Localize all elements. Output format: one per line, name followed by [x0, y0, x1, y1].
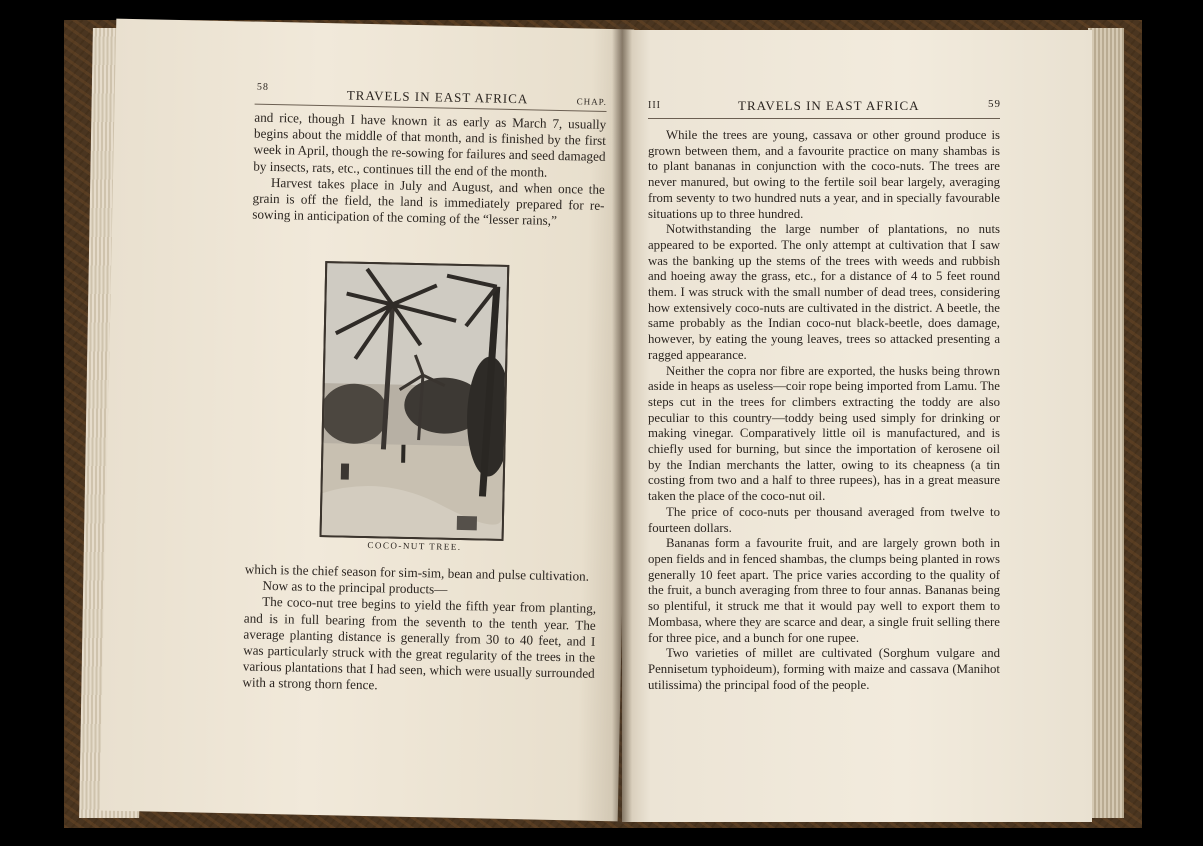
left-page: [100, 19, 634, 822]
right-page: [622, 30, 1092, 822]
paragraph: which is the chief season for sim-sim, bean and pulse cultivation.: [244, 561, 590, 584]
paragraph: While the trees are young, cassava or other ground produce is grown between them, and a favourite practice on many shambas is to plant bananas in conjunction with the coco-nuts. The trees are never manured, but owing to the fertile soil bear largely, averaging from seventy to two hundred nuts a year, and in specially favourable situations up to three hundred.: [648, 128, 1000, 221]
paragraph: and rice, though I have known it as early as March 7, usually begins about the middle of that month, and is finished by the first week in April, though the re-sowing for failures and seed damaged by insects, rats, etc., continues till the end of the month.: [253, 109, 607, 180]
paragraph: The price of coco-nuts per thousand averaged from twelve to fourteen dollars.: [648, 504, 1000, 535]
paragraph: Now as to the principal products—: [262, 578, 448, 597]
paragraph: Bananas form a favourite fruit, and are largely grown both in open fields and in fenced shambas, the clumps being planted in rows generally 10 feet apart. The price varies according to the quality of the fruit, a bunch averaging from three to four annas. Bananas being so plentiful, it struck me that it would pay well to export them to Mombasa, where they are scarce and dear, a single fruit selling there for three pice, and a bunch for one rupee.: [648, 536, 1000, 645]
left-running-head: TRAVELS IN EAST AFRICA: [346, 87, 529, 107]
paragraph: Neither the copra nor fibre are exported, the husks being thrown aside in heaps as useless—coir rope being imported from Lamu. The steps cut in the trees for climbers extracting the toddy are also peculiar to this country—toddy being used simply for drinking or making vinegar. Comparatively little oil is manufactured, and is chiefly used for burning, but since the importation of kerosene oil by the Indian merchants the latter, owing to its cheapness (a tin costing from two and a half to three rupees), has in a great measure taken the place of the coco-nut oil.: [648, 363, 1000, 504]
page-edges-right: [1088, 28, 1124, 818]
right-body-text: [648, 128, 1000, 693]
right-page-number: 59: [988, 98, 1001, 110]
right-running-head: TRAVELS IN EAST AFRICA: [738, 98, 920, 113]
paragraph: Notwithstanding the large number of plantations, no nuts appeared to be exported. The only attempt at cultivation that I saw was the banking up the stems of the trees with weeds and rubbish and hoeing away the grass, etc., for a distance of 4 to 5 feet round them. I was struck with the small number of dead trees, considering how extensively coco-nuts are cultivated in the district. A beetle, the same probably as the Indian coco-nut black-beetle, does damage, however, by eating the young leaves, trees so attacked presenting a ragged appearance.: [648, 222, 1000, 362]
paragraph: The coco-nut tree begins to yield the fifth year from planting, and is in full bearing from the seventh to the tenth year. The average planting distance is generally from 30 to 40 feet, and I was particularly struck with the great regularity of the trees in the various plantations that I had seen, which were usually surrounded with a strong thorn fence.: [242, 594, 597, 693]
plate-caption: COCO-NUT TREE.: [367, 540, 462, 553]
book-gutter: [612, 24, 632, 824]
left-bottom-text: [242, 561, 597, 698]
paragraph: Two varieties of millet are cultivated (Sorghum vulgare and Pennisetum typhoideum), forming with maize and cassava (Manihot utilissima) the principal food of the people.: [648, 646, 1000, 692]
paragraph: Harvest takes place in July and August, and when once the grain is off the field, the land is immediately prepared for re-sowing in anticipation of the coming of the “lesser rains,”: [252, 174, 606, 229]
left-top-text: [252, 110, 606, 231]
right-chapter-number: III: [648, 100, 661, 111]
coconut-tree-plate: [320, 261, 510, 541]
coconut-tree-illustration: [322, 263, 508, 539]
left-page-number: 58: [256, 81, 270, 93]
right-head-rule: [648, 118, 1000, 119]
left-chap-label: CHAP.: [576, 96, 608, 107]
